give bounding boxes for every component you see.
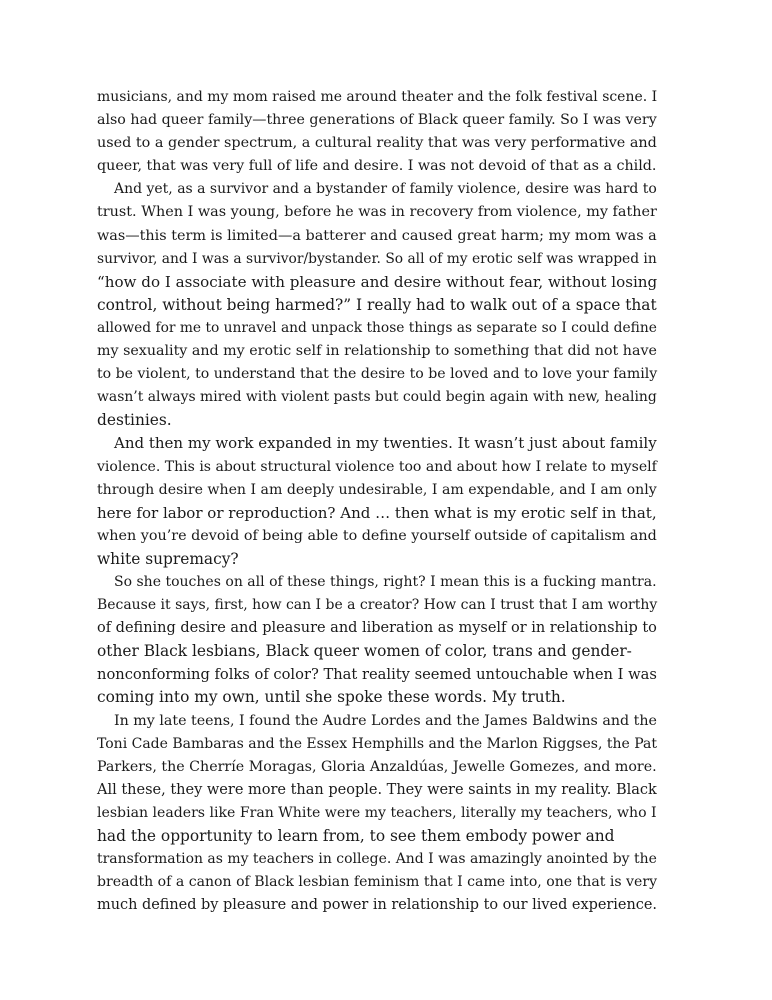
text-line: “how do I associate with pleasure and desire without fear, without losing [97,272,658,291]
text-line: here for labor or reproduction? And … then what is my erotic self in that, [97,503,657,522]
body-text [97,86,657,917]
text-line: allowed for me to unravel and unpack those things as separate so I could define [97,319,657,336]
text-line: when you’re devoid of being able to define yourself outside of capitalism and [97,527,657,544]
text-line: And yet, as a survivor and a bystander of family violence, desire was hard to [114,181,657,198]
text-line: Because it says, first, how can I be a creator? How can I trust that I am worthy [97,597,658,614]
text-line: other Black lesbians, Black queer women of color, trans and gender- [97,642,632,661]
text-line: violence. This is about structural violence too and about how I relate to myself [97,458,657,475]
text-line: In my late teens, I found the Audre Lordes and the James Baldwins and the [114,712,657,729]
text-line: my sexuality and my erotic self in relationship to something that did not have [97,343,657,360]
text-line: musicians, and my mom raised me around theater and the folk festival scene. I [97,89,658,105]
text-line: used to a gender spectrum, a cultural reality that was very performative and [97,135,657,152]
text-line: white supremacy? [97,549,239,568]
text-line: So she touches on all of these things, right? I mean this is a fucking mantra. [114,573,657,590]
text-line: had the opportunity to learn from, to see them embody power and [97,827,615,845]
text-line: much defined by pleasure and power in relationship to our lived experience. [97,897,657,914]
text-line: All these, they were more than people. They were saints in my reality. Black [97,781,657,798]
text-line: control, without being harmed?” I really had to walk out of a space that [97,295,657,314]
paragraph [97,178,657,432]
text-line: trust. When I was young, before he was in recovery from violence, my father [97,204,657,221]
text-line: of defining desire and pleasure and liberation as myself or in relationship to [97,620,657,637]
text-line: Parkers, the Cherríe Moragas, Gloria Anzaldúas, Jewelle Gomezes, and more. [97,758,657,775]
text-line: breadth of a canon of Black lesbian feminism that I came into, one that is very [97,874,658,891]
text-line: Toni Cade Bambaras and the Essex Hemphills and the Marlon Riggses, the Pat [97,735,657,752]
text-line: queer, that was very full of life and desire. I was not devoid of that as a child. [97,158,657,175]
text-line: to be violent, to understand that the desire to be loved and to love your family [97,366,658,383]
text-line: destinies. [97,411,172,430]
paragraph [97,432,657,571]
text-line: nonconforming folks of color? That reality seemed untouchable when I was [97,666,657,684]
text-line: coming into my own, until she spoke these words. My truth. [97,688,566,707]
text-line: also had queer family—three generations of Black queer family. So I was very [97,112,657,129]
text-line: lesbian leaders like Fran White were my teachers, literally my teachers, who I [97,804,657,821]
text-line: And then my work expanded in my twenties. It wasn’t just about family [114,434,657,453]
paragraph [97,571,657,710]
text-line: transformation as my teachers in college. And I was amazingly anointed by the [97,851,657,868]
paragraph [97,710,657,918]
text-line: was—this term is limited—a batterer and caused great harm; my mom was a [97,227,657,244]
text-line: survivor, and I was a survivor/bystander. So all of my erotic self was wrapped in [97,250,657,267]
text-line: through desire when I am deeply undesirable, I am expendable, and I am only [97,481,657,498]
text-line: wasn’t always mired with violent pasts but could begin again with new, healing [97,389,657,406]
paragraph [97,86,657,178]
